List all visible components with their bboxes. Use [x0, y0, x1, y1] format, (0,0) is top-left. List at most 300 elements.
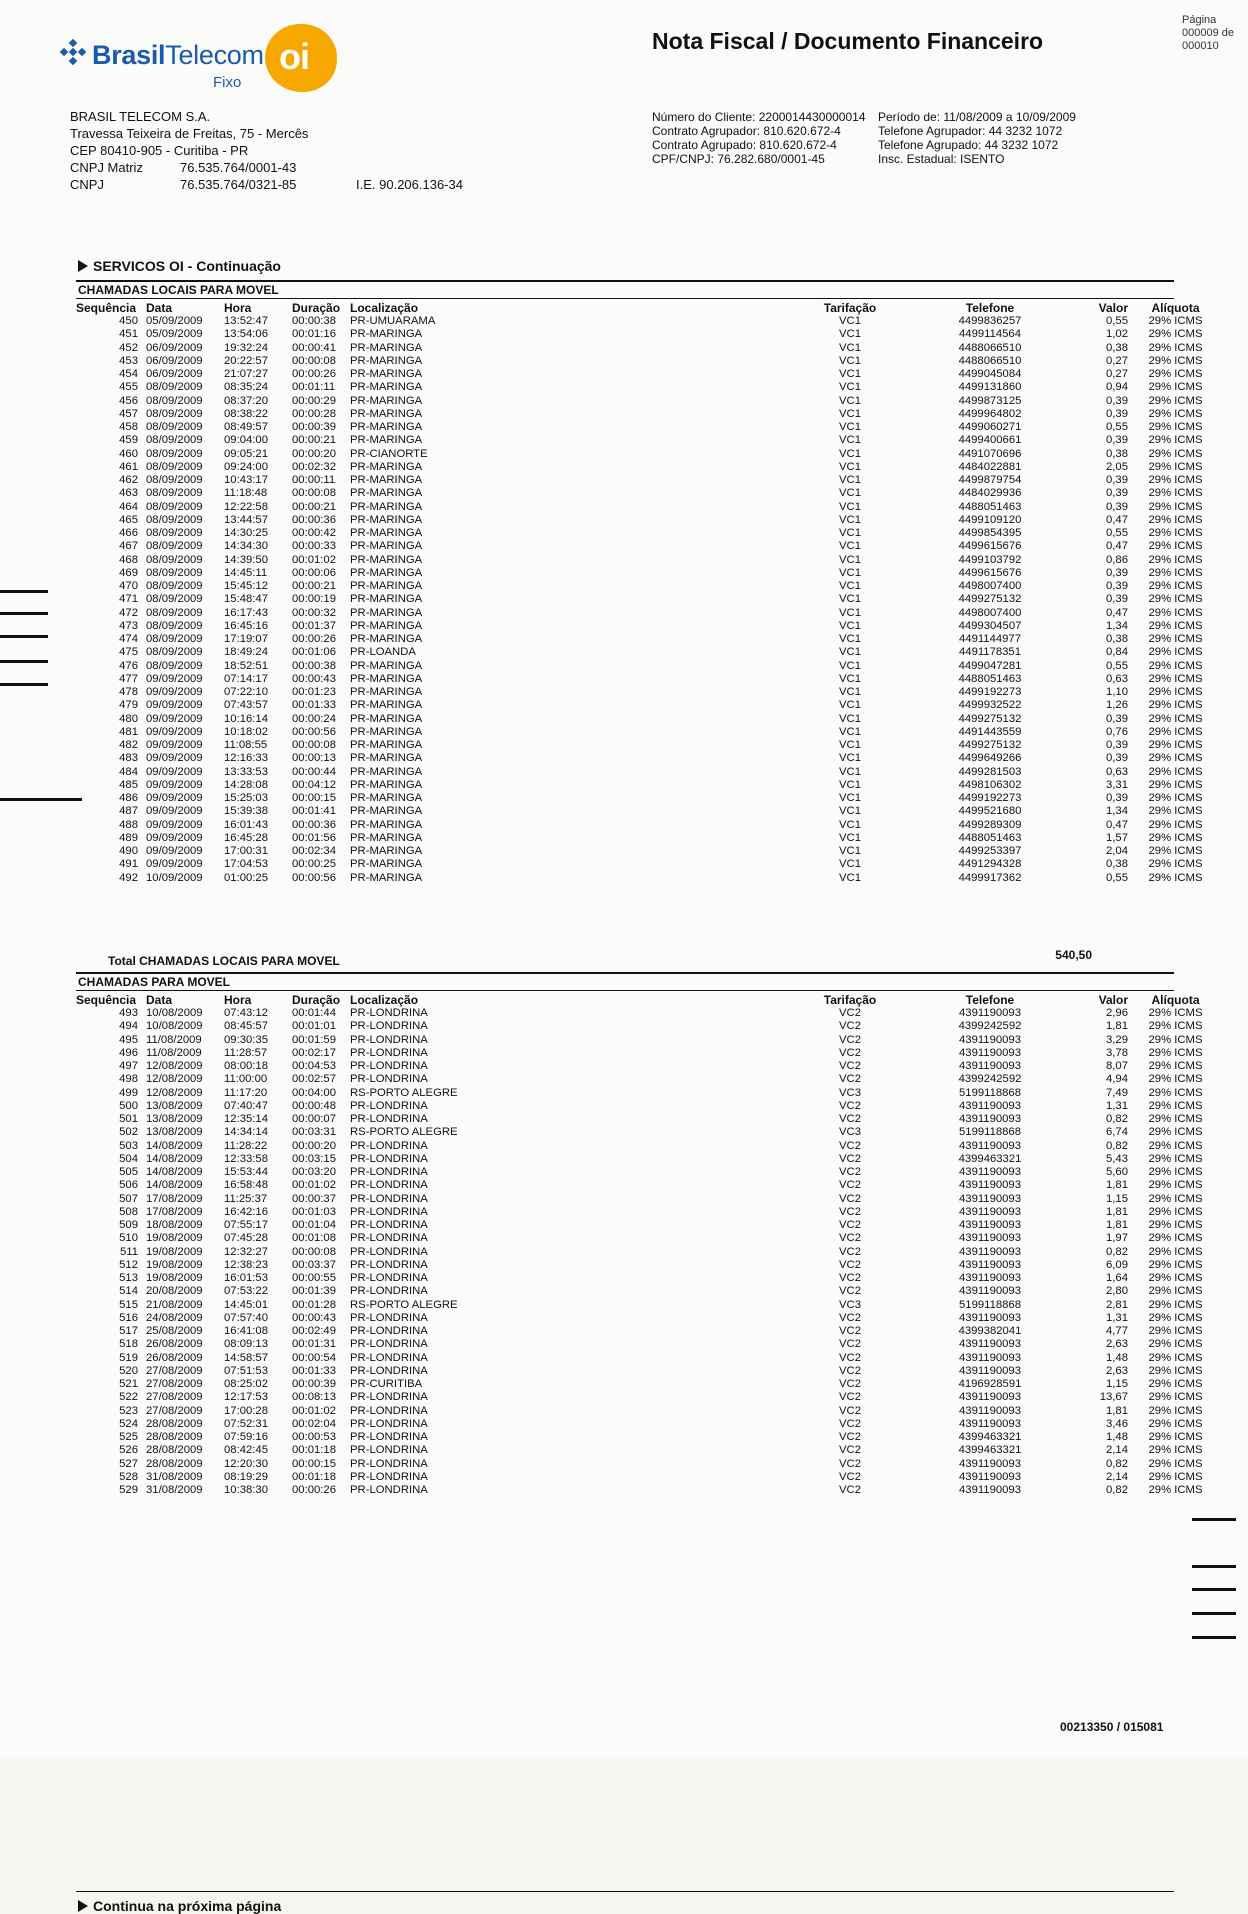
- cell-data: 08/09/2009: [146, 407, 203, 420]
- cell-telefone: 4499275132: [958, 712, 1022, 725]
- cell-tarifacao: VC2: [839, 1232, 861, 1245]
- cell-duracao: 00:01:56: [292, 831, 336, 844]
- cell-hora: 17:04:53: [224, 858, 268, 871]
- cell-aliquota: 29% ICMS: [1148, 434, 1203, 447]
- cell-tarifacao: VC3: [839, 1298, 861, 1311]
- cell-aliquota: 29% ICMS: [1148, 1378, 1203, 1390]
- cell-sequencia: 469: [119, 566, 138, 579]
- cell-localizacao: RS-PORTO ALEGRE: [350, 1298, 458, 1311]
- cell-valor: 1,31: [1106, 1311, 1128, 1324]
- cell-hora: 18:52:51: [224, 659, 268, 672]
- cell-data: 19/08/2009: [146, 1245, 203, 1258]
- section-rule: [76, 298, 1174, 299]
- margin-mark: [0, 612, 48, 615]
- cell-tarifacao: VC1: [839, 407, 861, 420]
- cell-aliquota: 29% ICMS: [1148, 328, 1203, 341]
- cell-aliquota: 29% ICMS: [1148, 1020, 1203, 1033]
- cell-aliquota: 29% ICMS: [1148, 394, 1203, 407]
- cell-localizacao: PR-LONDRINA: [350, 1325, 428, 1337]
- cell-telefone: 4391190093: [959, 1219, 1021, 1231]
- cell-data: 21/08/2009: [146, 1298, 203, 1311]
- cell-aliquota: 29% ICMS: [1148, 593, 1203, 606]
- cell-telefone: 4491294328: [958, 858, 1022, 871]
- cell-localizacao: PR-MARINGA: [350, 805, 423, 818]
- cell-sequencia: 522: [119, 1391, 138, 1404]
- cell-tarifacao: VC1: [839, 686, 861, 698]
- cell-valor: 2,14: [1106, 1444, 1128, 1457]
- cell-sequencia: 503: [119, 1139, 138, 1152]
- section-rule: [76, 280, 1174, 282]
- cell-data: 28/08/2009: [146, 1431, 203, 1443]
- col-header-aliquota: Alíquota: [1151, 992, 1200, 1007]
- cell-sequencia: 500: [119, 1099, 138, 1112]
- cell-hora: 08:49:57: [224, 421, 268, 433]
- cell-data: 13/08/2009: [146, 1113, 203, 1125]
- cell-valor: 1,48: [1106, 1431, 1128, 1443]
- cell-tarifacao: VC1: [839, 672, 861, 685]
- margin-mark: [0, 798, 82, 801]
- mobile-calls-title: CHAMADAS PARA MOVEL: [78, 975, 230, 989]
- cell-data: 18/08/2009: [146, 1219, 203, 1231]
- cell-data: 08/09/2009: [146, 447, 203, 460]
- cell-localizacao: PR-LONDRINA: [350, 1020, 428, 1033]
- cell-data: 12/08/2009: [146, 1086, 203, 1099]
- cell-duracao: 00:00:44: [292, 765, 336, 778]
- cell-hora: 07:22:10: [224, 686, 268, 698]
- cell-duracao: 00:00:54: [292, 1351, 336, 1364]
- cell-sequencia: 529: [119, 1484, 138, 1496]
- cell-telefone: 4499103792: [958, 553, 1022, 566]
- cell-data: 12/08/2009: [146, 1073, 203, 1086]
- table-row: [76, 819, 1223, 832]
- cell-telefone: 4399463321: [958, 1444, 1022, 1457]
- cell-localizacao: PR-LONDRINA: [350, 1007, 428, 1019]
- cell-data: 08/09/2009: [146, 659, 203, 672]
- cell-valor: 8,07: [1106, 1060, 1128, 1072]
- cell-hora: 11:00:00: [224, 1073, 268, 1086]
- cell-aliquota: 29% ICMS: [1148, 1431, 1203, 1443]
- cell-valor: 0,63: [1106, 672, 1128, 685]
- cell-duracao: 00:00:41: [292, 341, 336, 354]
- section-rule: [76, 972, 1174, 974]
- col-header-duracao: Duração: [292, 992, 341, 1007]
- cell-sequencia: 477: [119, 672, 138, 685]
- cell-telefone: 4499964802: [958, 407, 1022, 420]
- cell-tarifacao: VC2: [839, 1099, 861, 1112]
- cell-telefone: 5199118868: [959, 1126, 1021, 1139]
- cell-aliquota: 29% ICMS: [1148, 1007, 1203, 1019]
- cell-aliquota: 29% ICMS: [1148, 1325, 1203, 1337]
- cell-data: 08/09/2009: [146, 553, 203, 566]
- cell-data: 26/08/2009: [146, 1338, 203, 1351]
- cell-tarifacao: VC1: [839, 739, 861, 751]
- section-rule: [76, 1891, 1174, 1892]
- cell-duracao: 00:00:53: [292, 1431, 336, 1443]
- cell-valor: 2,81: [1106, 1298, 1128, 1311]
- margin-mark: [1192, 1518, 1236, 1521]
- cell-sequencia: 454: [119, 368, 138, 380]
- cell-telefone: 4499281503: [958, 765, 1022, 778]
- cell-telefone: 4499304507: [958, 619, 1022, 632]
- col-header-hora: Hora: [224, 300, 252, 315]
- cell-sequencia: 458: [119, 421, 138, 433]
- cell-telefone: 4491070696: [958, 447, 1022, 460]
- cell-aliquota: 29% ICMS: [1148, 407, 1203, 420]
- cell-duracao: 00:01:28: [292, 1298, 336, 1311]
- cell-duracao: 00:03:15: [292, 1152, 336, 1165]
- table-row: [76, 1060, 1223, 1073]
- table-row: [76, 673, 1223, 686]
- mobile-calls-table: [76, 992, 1223, 1497]
- table-row: [76, 1047, 1223, 1060]
- table-row: [76, 752, 1223, 765]
- table-row: [76, 514, 1223, 527]
- cell-tarifacao: VC2: [839, 1245, 861, 1258]
- cell-localizacao: PR-LONDRINA: [350, 1311, 428, 1324]
- cell-tarifacao: VC3: [839, 1086, 861, 1099]
- col-header-data: Data: [146, 992, 173, 1007]
- cell-aliquota: 29% ICMS: [1148, 381, 1203, 394]
- cell-tarifacao: VC1: [839, 831, 861, 844]
- cell-tarifacao: VC1: [839, 394, 861, 407]
- cell-duracao: 00:00:15: [292, 792, 336, 804]
- cell-valor: 1,15: [1106, 1192, 1128, 1205]
- cell-tarifacao: VC2: [839, 1272, 861, 1284]
- cell-telefone: 4399463321: [958, 1431, 1022, 1443]
- cell-sequencia: 452: [119, 341, 138, 354]
- cell-localizacao: PR-MARINGA: [350, 434, 423, 447]
- cell-tarifacao: VC1: [839, 765, 861, 778]
- cell-localizacao: PR-LONDRINA: [350, 1272, 428, 1284]
- table-row: [76, 1219, 1223, 1232]
- cell-aliquota: 29% ICMS: [1148, 421, 1203, 433]
- cell-tarifacao: VC1: [839, 699, 861, 712]
- cell-hora: 14:34:14: [224, 1126, 268, 1139]
- cell-localizacao: PR-LONDRINA: [350, 1338, 428, 1351]
- cell-tarifacao: VC1: [839, 566, 861, 579]
- cell-hora: 17:19:07: [224, 633, 268, 645]
- cell-localizacao: PR-MARINGA: [350, 407, 423, 420]
- cell-duracao: 00:01:03: [292, 1205, 336, 1218]
- cell-hora: 08:42:45: [224, 1444, 268, 1457]
- cell-sequencia: 492: [119, 871, 138, 884]
- local-calls-table: [76, 300, 1223, 885]
- cell-hora: 12:22:58: [224, 500, 268, 513]
- cell-hora: 09:30:35: [224, 1033, 268, 1046]
- cell-tarifacao: VC1: [839, 752, 861, 765]
- cell-duracao: 00:00:13: [292, 752, 336, 765]
- cell-sequencia: 515: [119, 1298, 138, 1311]
- cell-localizacao: PR-MARINGA: [350, 381, 423, 394]
- table-row: [76, 580, 1223, 593]
- cell-telefone: 4391190093: [959, 1311, 1021, 1324]
- cell-valor: 4,94: [1106, 1073, 1128, 1086]
- cell-hora: 08:35:24: [224, 381, 268, 394]
- cell-aliquota: 29% ICMS: [1148, 1444, 1203, 1457]
- cell-localizacao: PR-LONDRINA: [350, 1046, 428, 1059]
- continue-note: Continua na próxima página: [78, 1898, 281, 1914]
- cell-hora: 07:57:40: [224, 1311, 268, 1324]
- cell-sequencia: 455: [119, 381, 138, 394]
- cell-localizacao: PR-LONDRINA: [350, 1192, 428, 1205]
- cell-sequencia: 465: [119, 513, 138, 526]
- cell-hora: 08:00:18: [224, 1060, 268, 1072]
- cell-hora: 09:04:00: [224, 434, 268, 447]
- cell-tarifacao: VC2: [839, 1417, 861, 1430]
- table-row: [76, 381, 1223, 394]
- document-title: Nota Fiscal / Documento Financeiro: [652, 28, 1044, 54]
- cell-telefone: 4391190093: [959, 1192, 1021, 1205]
- cell-duracao: 00:04:12: [292, 778, 336, 791]
- cell-sequencia: 457: [119, 407, 138, 420]
- cell-data: 09/09/2009: [146, 845, 203, 857]
- cell-data: 08/09/2009: [146, 421, 203, 433]
- cell-valor: 0,94: [1106, 381, 1128, 394]
- margin-mark: [1192, 1612, 1236, 1615]
- cell-localizacao: PR-MARINGA: [350, 513, 423, 526]
- cell-telefone: 5199118868: [959, 1298, 1021, 1311]
- cell-tarifacao: VC1: [839, 421, 861, 433]
- table-row: [76, 1166, 1223, 1179]
- cell-aliquota: 29% ICMS: [1148, 1219, 1203, 1231]
- cell-data: 11/08/2009: [146, 1033, 202, 1046]
- cell-valor: 1,10: [1106, 686, 1128, 698]
- cell-localizacao: PR-MARINGA: [350, 845, 423, 857]
- brasil-telecom-star-icon: [58, 38, 88, 68]
- cell-data: 19/08/2009: [146, 1232, 203, 1245]
- cell-data: 10/08/2009: [146, 1007, 203, 1019]
- cell-data: 09/09/2009: [146, 712, 203, 725]
- cell-data: 08/09/2009: [146, 527, 203, 539]
- table-row: [76, 328, 1223, 341]
- cell-tarifacao: VC2: [839, 1457, 861, 1470]
- cell-tarifacao: VC1: [839, 606, 861, 619]
- cell-tarifacao: VC2: [839, 1219, 861, 1231]
- cell-tarifacao: VC1: [839, 778, 861, 791]
- cell-duracao: 00:00:39: [292, 421, 336, 433]
- cell-hora: 10:38:30: [224, 1484, 268, 1496]
- cell-duracao: 00:03:20: [292, 1166, 336, 1178]
- cell-duracao: 00:02:49: [292, 1325, 336, 1337]
- cell-hora: 07:59:16: [224, 1431, 268, 1443]
- col-header-telefone: Telefone: [965, 992, 1015, 1007]
- cell-hora: 14:34:30: [224, 540, 268, 553]
- cell-localizacao: PR-LONDRINA: [350, 1285, 428, 1298]
- cell-telefone: 4488051463: [958, 831, 1022, 844]
- table-row: [76, 872, 1223, 885]
- cell-localizacao: PR-MARINGA: [350, 752, 423, 765]
- cell-valor: 0,82: [1106, 1245, 1128, 1258]
- cell-data: 19/08/2009: [146, 1272, 203, 1284]
- cell-aliquota: 29% ICMS: [1148, 1338, 1203, 1351]
- cell-duracao: 00:01:23: [292, 686, 336, 698]
- cell-sequencia: 509: [119, 1219, 138, 1231]
- cell-hora: 15:39:38: [224, 805, 268, 818]
- cell-hora: 07:43:57: [224, 699, 268, 712]
- cell-localizacao: PR-MARINGA: [350, 725, 423, 738]
- cell-data: 13/08/2009: [146, 1099, 203, 1112]
- cell-duracao: 00:00:26: [292, 1484, 336, 1496]
- cell-telefone: 4391190093: [959, 1404, 1021, 1417]
- cell-hora: 11:17:20: [224, 1086, 268, 1099]
- cell-telefone: 4499917362: [958, 871, 1022, 884]
- cell-sequencia: 514: [119, 1285, 138, 1298]
- cell-valor: 0,82: [1106, 1484, 1128, 1496]
- cell-aliquota: 29% ICMS: [1148, 606, 1203, 619]
- margin-mark: [1192, 1636, 1236, 1639]
- col-header-hora: Hora: [224, 992, 252, 1007]
- cell-aliquota: 29% ICMS: [1148, 805, 1203, 818]
- cell-aliquota: 29% ICMS: [1148, 686, 1203, 698]
- cell-sequencia: 501: [119, 1113, 138, 1125]
- cell-tarifacao: VC1: [839, 580, 861, 592]
- cell-telefone: 4499192273: [958, 792, 1022, 804]
- section-rule: [76, 990, 1174, 991]
- cell-data: 06/09/2009: [146, 354, 203, 367]
- table-row: [76, 686, 1223, 699]
- table-row: [76, 1484, 1223, 1497]
- table-header-row: [76, 300, 1223, 315]
- cell-sequencia: 450: [119, 315, 138, 327]
- cell-valor: 2,14: [1106, 1470, 1128, 1483]
- cell-valor: 0,55: [1106, 871, 1128, 884]
- table-row: [76, 713, 1223, 726]
- cell-hora: 12:32:27: [224, 1245, 268, 1258]
- cell-duracao: 00:01:41: [292, 805, 336, 818]
- cell-sequencia: 506: [119, 1179, 138, 1192]
- cell-aliquota: 29% ICMS: [1148, 818, 1203, 831]
- cell-aliquota: 29% ICMS: [1148, 1391, 1203, 1404]
- cell-valor: 13,67: [1099, 1391, 1128, 1404]
- col-header-sequencia: Sequência: [76, 992, 137, 1007]
- cell-duracao: 00:02:34: [292, 845, 336, 857]
- cell-valor: 0,39: [1106, 394, 1128, 407]
- table-row: [76, 792, 1223, 805]
- cell-sequencia: 516: [119, 1311, 138, 1324]
- cell-sequencia: 460: [119, 447, 138, 460]
- cell-tarifacao: VC1: [839, 328, 861, 341]
- cell-aliquota: 29% ICMS: [1148, 1073, 1203, 1086]
- cell-localizacao: PR-LONDRINA: [350, 1258, 428, 1271]
- cell-tarifacao: VC1: [839, 712, 861, 725]
- cell-localizacao: RS-PORTO ALEGRE: [350, 1086, 458, 1099]
- cell-telefone: 4499873125: [958, 394, 1022, 407]
- margin-mark: [1192, 1565, 1236, 1568]
- cell-hora: 15:53:44: [224, 1166, 268, 1178]
- cell-telefone: 4488066510: [958, 341, 1022, 354]
- cell-valor: 0,82: [1106, 1457, 1128, 1470]
- cell-data: 09/09/2009: [146, 778, 203, 791]
- cell-sequencia: 502: [119, 1126, 138, 1139]
- table-row: [76, 607, 1223, 620]
- oi-logo: oi: [265, 24, 337, 92]
- cell-hora: 09:05:21: [224, 447, 268, 460]
- company-address: Travessa Teixeira de Freitas, 75 - Mercês: [70, 126, 309, 141]
- cell-duracao: 00:00:15: [292, 1457, 336, 1470]
- table-row: [76, 395, 1223, 408]
- cell-sequencia: 519: [119, 1351, 138, 1364]
- cell-tarifacao: VC2: [839, 1431, 861, 1443]
- cell-data: 20/08/2009: [146, 1285, 203, 1298]
- cell-duracao: 00:04:00: [292, 1086, 336, 1099]
- cell-data: 08/09/2009: [146, 394, 203, 407]
- cell-telefone: 4499060271: [958, 421, 1022, 433]
- cell-sequencia: 487: [119, 805, 138, 818]
- cell-hora: 17:00:28: [224, 1404, 268, 1417]
- cell-localizacao: PR-MARINGA: [350, 460, 423, 473]
- cell-localizacao: PR-LONDRINA: [350, 1245, 428, 1258]
- cell-tarifacao: VC1: [839, 368, 861, 380]
- cell-aliquota: 29% ICMS: [1148, 1351, 1203, 1364]
- cell-duracao: 00:01:39: [292, 1285, 336, 1298]
- cell-aliquota: 29% ICMS: [1148, 566, 1203, 579]
- cell-telefone: 4399463321: [958, 1152, 1022, 1165]
- cell-valor: 2,04: [1106, 845, 1128, 857]
- cell-sequencia: 456: [119, 394, 138, 407]
- cell-hora: 14:39:50: [224, 553, 268, 566]
- cell-sequencia: 490: [119, 845, 138, 857]
- cell-data: 08/09/2009: [146, 633, 203, 645]
- cell-tarifacao: VC2: [839, 1338, 861, 1351]
- cell-sequencia: 528: [119, 1470, 138, 1483]
- cell-valor: 0,82: [1106, 1139, 1128, 1152]
- cell-localizacao: PR-MARINGA: [350, 672, 423, 685]
- col-header-localizacao: Localização: [350, 300, 419, 315]
- cell-localizacao: PR-LONDRINA: [350, 1417, 428, 1430]
- table-row: [76, 593, 1223, 606]
- cell-valor: 1,26: [1106, 699, 1128, 712]
- cell-localizacao: PR-LONDRINA: [350, 1484, 428, 1496]
- cell-localizacao: PR-CIANORTE: [350, 447, 428, 460]
- cell-hora: 07:55:17: [224, 1219, 268, 1231]
- table-row: [76, 368, 1223, 381]
- cell-duracao: 00:00:43: [292, 1311, 336, 1324]
- cell-localizacao: PR-MARINGA: [350, 593, 423, 606]
- cell-localizacao: PR-UMUARAMA: [350, 315, 436, 327]
- cell-localizacao: PR-LONDRINA: [350, 1404, 428, 1417]
- cell-sequencia: 491: [119, 858, 138, 871]
- cell-localizacao: PR-LONDRINA: [350, 1060, 428, 1072]
- cell-data: 06/09/2009: [146, 368, 203, 380]
- cell-data: 08/09/2009: [146, 513, 203, 526]
- cell-localizacao: PR-MARINGA: [350, 699, 423, 712]
- cell-tarifacao: VC1: [839, 646, 861, 659]
- page-number: Página 000009 de 000010: [1182, 14, 1234, 52]
- cell-telefone: 4391190093: [959, 1232, 1021, 1245]
- cnpj-matriz: CNPJ Matriz 76.535.764/0001-43: [70, 160, 297, 175]
- cell-sequencia: 523: [119, 1404, 138, 1417]
- cell-duracao: 00:02:57: [292, 1073, 336, 1086]
- cell-telefone: 4391190093: [959, 1166, 1021, 1178]
- cell-telefone: 4499879754: [958, 474, 1022, 486]
- cell-localizacao: PR-MARINGA: [350, 778, 423, 791]
- table-row: [76, 660, 1223, 673]
- table-row: [76, 1285, 1223, 1298]
- cell-localizacao: PR-MARINGA: [350, 818, 423, 831]
- cell-hora: 12:20:30: [224, 1457, 268, 1470]
- table-row: [76, 766, 1223, 779]
- cell-tarifacao: VC2: [839, 1351, 861, 1364]
- cell-duracao: 00:01:18: [292, 1470, 336, 1483]
- cell-hora: 07:45:28: [224, 1232, 268, 1245]
- cell-valor: 0,55: [1106, 527, 1128, 539]
- cell-telefone: 4499854395: [958, 527, 1022, 539]
- table-row: [76, 1431, 1223, 1444]
- cell-data: 14/08/2009: [146, 1152, 203, 1165]
- cell-data: 08/09/2009: [146, 580, 203, 592]
- cell-tarifacao: VC1: [839, 474, 861, 486]
- cell-telefone: 4391190093: [959, 1351, 1021, 1364]
